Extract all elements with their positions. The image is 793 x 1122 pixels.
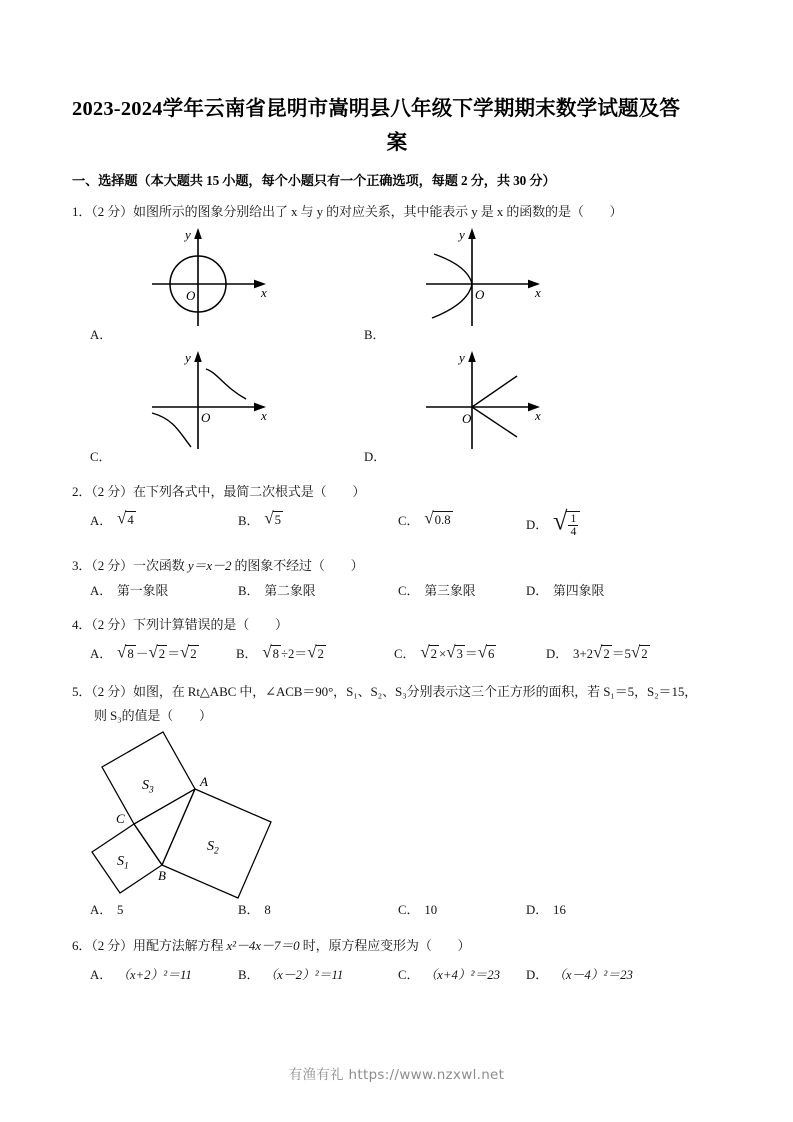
- question-5-option-d[interactable]: [526, 900, 566, 920]
- question-5-option-a[interactable]: [90, 900, 238, 920]
- question-5-option-c[interactable]: [398, 900, 526, 920]
- svg-text:B: B: [158, 867, 166, 883]
- question-4-option-a-expr: √ 8 － √ 2 ＝ √ 2: [117, 642, 197, 662]
- question-6-stem-math: x²－4x－7＝0: [226, 937, 300, 953]
- pythagorean-squares-svg: [92, 732, 392, 900]
- question-4-option-d-label: D．: [546, 646, 569, 661]
- question-5-option-d-text: 16: [553, 902, 566, 917]
- question-4-stem: 4．（2 分）下列计算错误的是（ ）: [72, 616, 288, 632]
- question-1-figure-c: [150, 349, 280, 451]
- question-4-option-c-label: C．: [394, 646, 416, 661]
- fraction-denominator: 4: [570, 525, 577, 539]
- question-3-options: [72, 581, 722, 601]
- question-3-option-d-label: D．: [526, 583, 549, 598]
- question-2-option-a[interactable]: [90, 508, 238, 539]
- question-5-option-c-label: C．: [398, 902, 420, 917]
- question-6-option-b[interactable]: [238, 965, 398, 985]
- question-3-option-a-label: A．: [90, 583, 113, 598]
- svg-text:A: A: [200, 773, 208, 789]
- question-6-option-c-expr: （x+4）²＝23: [424, 967, 501, 982]
- question-5-stem-line-2: 则 S₃的值是（ ）: [94, 707, 212, 723]
- question-3-option-c-text: 第三象限: [424, 583, 476, 598]
- question-3-option-a[interactable]: [90, 581, 238, 601]
- question-6-option-a[interactable]: [90, 965, 238, 985]
- svg-text:y: y: [185, 350, 191, 365]
- question-1-option-c-label: C．: [90, 450, 112, 464]
- question-6-option-d-label: D．: [526, 967, 549, 982]
- question-6-stem-before: 6．（2 分）用配方法解方程: [72, 937, 227, 953]
- svg-text:x: x: [535, 408, 541, 423]
- question-3-stem-before: 3．（2 分）一次函数: [72, 557, 188, 573]
- svg-text:O: O: [186, 288, 196, 303]
- question-1-figure-b: [424, 226, 554, 328]
- question-6-option-c[interactable]: [398, 965, 526, 985]
- section-heading-choice: 一、选择题（本大题共 15 小题，每个小题只有一个正确选项，每题 2 分，共 30 分）: [72, 173, 556, 188]
- question-3-stem-after: 的图象不经过（ ）: [231, 557, 364, 573]
- question-4-option-c[interactable]: [394, 644, 546, 664]
- question-3-option-b-label: B．: [238, 583, 260, 598]
- svg-text:x: x: [261, 408, 267, 423]
- page-title-line-2: 案: [386, 132, 408, 154]
- question-2-option-b-radical: [264, 508, 283, 528]
- question-5-options: [72, 900, 722, 920]
- question-5-option-b-text: 8: [264, 902, 271, 917]
- svg-text:C: C: [116, 810, 125, 826]
- question-4-option-c-expr: √ 2 × √ 3 ＝ √ 6: [420, 642, 495, 662]
- question-4-option-a-label: A．: [90, 646, 113, 661]
- question-6-option-d-expr: （x－4）²＝23: [553, 967, 633, 982]
- svg-text:S1: $S_1$: [117, 853, 129, 872]
- fraction-numerator: 1: [570, 512, 577, 525]
- radical-sign-icon: √: [424, 508, 434, 528]
- footer-watermark: 有渔有礼 https://www.nzxwl.net: [288, 1067, 505, 1083]
- question-2-option-c-radicand: 0.8: [434, 513, 451, 527]
- radical-sign-icon: √: [553, 506, 568, 536]
- question-2-option-b[interactable]: [238, 508, 398, 539]
- graph-circle-svg: [150, 226, 280, 328]
- question-2-option-a-label: A．: [90, 514, 113, 528]
- question-6-option-b-label: B．: [238, 967, 260, 982]
- question-2-option-d-radical: [553, 506, 580, 539]
- question-4-option-b-expr: √ 8 ÷2＝ √ 2: [262, 642, 324, 662]
- question-3-stem-math: y＝x－2: [187, 557, 232, 573]
- question-5-option-a-label: A．: [90, 902, 113, 917]
- question-3-option-d-text: 第四象限: [553, 583, 605, 598]
- svg-text:y: y: [185, 227, 191, 242]
- question-2-option-a-radical: [117, 508, 136, 528]
- question-5-figure: [72, 732, 722, 900]
- question-5-stem-line-1: 5．（2 分）如图，在 Rt△ABC 中，∠ACB＝90°，S₁、S₂、S₃分别表示这三个正方形的面积，若 S₁＝5，S₂＝15，: [72, 683, 698, 699]
- question-5-option-b[interactable]: [238, 900, 398, 920]
- question-2-option-c-label: C．: [398, 514, 420, 528]
- question-2-option-a-radicand: 4: [127, 513, 134, 527]
- question-3-option-d[interactable]: [526, 581, 604, 601]
- question-2-stem: 2．（2 分）在下列各式中，最简二次根式是（ ）: [72, 484, 366, 499]
- radical-sign-icon: √: [264, 508, 274, 528]
- question-2-options: [72, 506, 722, 539]
- question-6-option-a-label: A．: [90, 967, 113, 982]
- question-1-figures: [72, 224, 722, 472]
- question-6-option-a-expr: （x+2）²＝11: [117, 967, 192, 982]
- question-5-option-b-label: B．: [238, 902, 260, 917]
- question-1-figure-a: [150, 226, 280, 328]
- question-3-option-b[interactable]: [238, 581, 398, 601]
- question-3-option-b-text: 第二象限: [264, 583, 316, 598]
- svg-text:O: O: [475, 287, 485, 302]
- question-1-option-d-label: D．: [364, 450, 387, 464]
- svg-text:S3: $S_3$: [142, 777, 154, 796]
- question-6-stem-after: 时，原方程应变形为（ ）: [299, 937, 471, 953]
- fraction-one-fourth: [568, 513, 578, 539]
- svg-text:y: y: [459, 227, 465, 242]
- page-title-line-1: 2023-2024学年云南省昆明市嵩明县八年级下学期期末数学试题及答: [72, 98, 681, 120]
- question-2-option-b-label: B．: [238, 514, 260, 528]
- graph-two-rays-svg: [424, 349, 554, 451]
- question-1-figure-d: [424, 349, 554, 451]
- question-6-option-b-expr: （x－2）²＝11: [264, 967, 344, 982]
- svg-text:S2: $S_2$: [207, 838, 219, 857]
- svg-text:O: O: [201, 410, 211, 425]
- question-5-option-d-label: D．: [526, 902, 549, 917]
- question-2-option-d[interactable]: [526, 506, 580, 539]
- question-4-option-d[interactable]: [546, 644, 650, 664]
- page-content: [72, 92, 722, 987]
- question-3-stem: [72, 555, 722, 576]
- question-1-stem: 1．（2 分）如图所示的图象分别给出了 x 与 y 的对应关系，其中能表示 y 是 x 的函数的是（ ）: [72, 204, 623, 219]
- question-6-stem: [72, 935, 722, 956]
- question-6-option-d[interactable]: [526, 965, 633, 985]
- question-1-option-a-label: A．: [90, 328, 113, 342]
- question-4-option-b-label: B．: [236, 646, 258, 661]
- question-5-option-a-text: 5: [117, 902, 124, 917]
- page-title: [72, 92, 722, 160]
- question-2-option-c-radical: [424, 508, 452, 528]
- svg-text:x: x: [261, 285, 267, 300]
- svg-text:y: y: [459, 350, 465, 365]
- question-4-option-a[interactable]: [90, 644, 236, 664]
- question-2-option-b-radicand: 5: [274, 513, 282, 527]
- graph-parabola-svg: [424, 226, 554, 328]
- question-3-option-c[interactable]: [398, 581, 526, 601]
- radical-sign-icon: √: [117, 508, 127, 528]
- question-4-options: [72, 644, 722, 664]
- graph-hyperbola-svg: [150, 349, 280, 451]
- question-3-option-c-label: C．: [398, 583, 420, 598]
- question-6-options: [72, 965, 722, 985]
- svg-text:x: x: [535, 285, 541, 300]
- question-1-option-b-label: B．: [364, 328, 386, 342]
- question-4-option-d-expr: 3+2 √ 2 ＝5 √ 2: [573, 642, 648, 662]
- question-2-option-d-radicand: [566, 511, 580, 539]
- question-4-option-b[interactable]: [236, 644, 394, 664]
- question-3-option-a-text: 第一象限: [117, 583, 169, 598]
- question-6-option-c-label: C．: [398, 967, 420, 982]
- svg-text:O: O: [462, 411, 472, 426]
- question-2-option-d-label: D．: [526, 517, 549, 532]
- question-2-option-c[interactable]: [398, 508, 526, 539]
- question-5-option-c-text: 10: [424, 902, 438, 917]
